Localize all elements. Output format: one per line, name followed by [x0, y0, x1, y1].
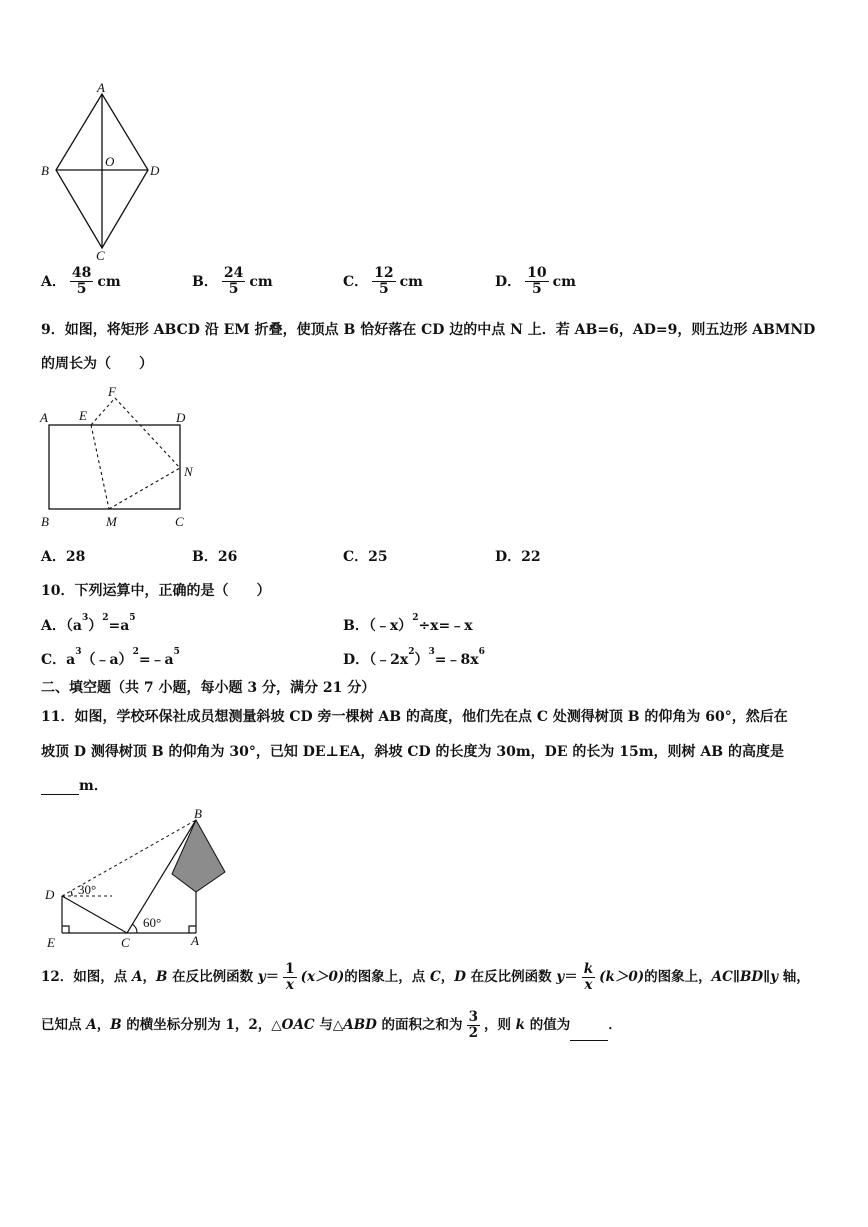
- fraction-denominator: 5: [228, 281, 239, 298]
- fraction-numerator: 24: [223, 265, 244, 281]
- expr-text: B．（﹣x）: [343, 618, 413, 634]
- expr-text: =﹣a: [138, 652, 174, 668]
- text: ，: [142, 968, 156, 985]
- q9-option-a: A．28: [41, 549, 86, 565]
- q9-option-c: C．25: [343, 549, 388, 565]
- q10-stem: 10．下列运算中，正确的是（ ）: [41, 583, 271, 599]
- fold-line-em: [91, 425, 109, 509]
- segment-fn: [115, 398, 180, 468]
- point-b: B: [155, 968, 168, 985]
- expr-text: ÷x=﹣x: [418, 618, 473, 634]
- label-d: D: [176, 410, 186, 425]
- expr-text: ）: [414, 652, 429, 668]
- label-m: M: [106, 514, 117, 529]
- exponent: 2: [132, 647, 139, 657]
- label-a: A: [40, 410, 48, 425]
- text: ．: [608, 1016, 622, 1033]
- q9-stem-line2: 的周长为（ ）: [41, 356, 153, 372]
- text: ，: [96, 1016, 111, 1033]
- text: 在反比例函数: [465, 968, 557, 985]
- option-unit: cm: [97, 273, 121, 290]
- expr-text: ）: [88, 618, 103, 634]
- option-unit: cm: [399, 273, 423, 290]
- exponent: 5: [173, 647, 180, 657]
- label-e: E: [79, 408, 87, 423]
- q11-stem-line2: 坡顶 D 测得树顶 B 的仰角为 30°，已知 DE⊥EA，斜坡 CD 的长度为 30m，DE 的长为 15m，则树 AB 的高度是: [41, 744, 784, 760]
- q11-stem-line3: [41, 775, 108, 795]
- expr-text: A．（a: [41, 618, 82, 634]
- exponent: 2: [408, 647, 415, 657]
- angle-30-label: 30°: [78, 882, 97, 897]
- exponent: 2: [102, 613, 109, 623]
- q8-option-d: [495, 266, 576, 298]
- condition: (x＞0): [300, 968, 345, 985]
- angle-arc-30: [71, 891, 72, 896]
- expr-text: （﹣a）: [81, 652, 133, 668]
- segment-mn: [109, 468, 180, 509]
- q10-option-d: [343, 649, 485, 669]
- segment-ef: [91, 398, 115, 425]
- right-angle-e: [62, 926, 69, 933]
- text: ，则: [483, 1016, 516, 1033]
- right-angle-a: [189, 926, 196, 933]
- fraction-denominator: 2: [468, 1024, 478, 1041]
- angle-arc-60: [132, 924, 137, 933]
- expr-text: C．a: [41, 652, 76, 668]
- expr-text: =﹣8x: [434, 652, 479, 668]
- slope-dc: [62, 896, 127, 933]
- label-c: C: [175, 514, 184, 529]
- label-b: B: [194, 806, 202, 821]
- q8-option-c: [343, 266, 423, 298]
- fraction-numerator: 48: [71, 265, 92, 281]
- option-letter: B．: [192, 273, 218, 290]
- rectangle-abcd: [49, 425, 180, 509]
- label-a: A: [191, 933, 199, 948]
- exponent: 5: [129, 613, 136, 623]
- text: 的值为: [525, 1016, 571, 1033]
- label-f: F: [108, 384, 116, 399]
- label-c: C: [121, 935, 130, 950]
- option-unit: cm: [249, 273, 273, 290]
- expr-text: =a: [108, 618, 130, 634]
- parallel-expr: AC∥BD∥y: [711, 968, 779, 985]
- text: 的图象上，点: [344, 968, 430, 985]
- label-b: B: [41, 514, 49, 529]
- exponent: 3: [75, 647, 82, 657]
- triangle-oac: △OAC: [271, 1016, 315, 1033]
- q10-option-a: [41, 615, 136, 635]
- option-letter: D．: [495, 273, 522, 290]
- fraction-denominator: x: [285, 976, 294, 993]
- exponent: 3: [428, 647, 435, 657]
- label-a: A: [97, 80, 105, 95]
- label-n: N: [184, 464, 193, 479]
- text: 与: [314, 1016, 333, 1033]
- triangle-abd: △ABD: [332, 1016, 377, 1033]
- var-y: y: [556, 968, 565, 985]
- section-heading: 二、填空题（共 7 小题，每小题 3 分，满分 21 分）: [41, 680, 376, 696]
- label-o: O: [105, 154, 115, 169]
- text: 12．如图，点: [41, 968, 132, 985]
- point-c: C: [430, 968, 441, 985]
- label-d: D: [45, 887, 55, 902]
- tree-crown: [172, 820, 225, 892]
- var-k: k: [515, 1016, 526, 1033]
- q8-option-b: [192, 266, 273, 298]
- exponent: 2: [412, 613, 419, 623]
- fraction-denominator: 5: [379, 281, 389, 298]
- rhombus-figure: [36, 80, 176, 265]
- q10-option-c: [41, 649, 180, 669]
- q10-option-b: [343, 615, 473, 635]
- q11-stem-line1: 11．如图，学校环保社成员想测量斜坡 CD 旁一棵树 AB 的高度，他们先在点 C 处测得树顶 B 的仰角为 60°，然后在: [41, 709, 788, 725]
- label-e: E: [47, 935, 55, 950]
- fraction-numerator: 10: [527, 265, 547, 281]
- exponent: 6: [478, 647, 485, 657]
- q9-option-b: B．26: [192, 549, 238, 565]
- equals: ＝: [265, 968, 280, 985]
- unit-text: m．: [79, 778, 108, 794]
- expr-text: D．（﹣2x: [343, 652, 409, 668]
- equals: ＝: [564, 968, 578, 985]
- folded-rectangle-figure: [36, 382, 206, 532]
- label-c: C: [96, 248, 105, 263]
- q9-stem-line1: 9．如图，将矩形 ABCD 沿 EM 折叠，使顶点 B 恰好落在 CD 边的中点 N 上．若 AB=6，AD=9，则五边形 ABMND: [41, 322, 816, 338]
- var-y: y: [257, 968, 266, 985]
- fraction-numerator: 1: [285, 961, 295, 977]
- text: 轴，: [778, 968, 810, 985]
- fraction-denominator: 5: [532, 281, 542, 298]
- q8-option-a: [41, 266, 121, 298]
- fraction-numerator: 12: [374, 265, 394, 281]
- slope-tree-figure: [36, 806, 236, 951]
- text: 的图象上，: [644, 968, 712, 985]
- angle-60-label: 60°: [143, 915, 162, 930]
- text: 的横坐标分别为 1，2，: [121, 1016, 272, 1033]
- answer-blank[interactable]: [41, 782, 79, 795]
- point-d: D: [454, 968, 466, 985]
- option-letter: A．: [41, 273, 66, 290]
- point-a: A: [132, 968, 143, 985]
- fraction-numerator: k: [583, 961, 594, 977]
- q9-option-d: D．22: [495, 549, 541, 565]
- condition: (k＞0): [599, 968, 645, 985]
- text: 已知点: [41, 1016, 87, 1033]
- label-d: D: [150, 163, 160, 178]
- text: ，: [440, 968, 455, 985]
- answer-blank[interactable]: [570, 1028, 608, 1041]
- option-unit: cm: [552, 273, 576, 290]
- text: 的面积之和为: [376, 1016, 463, 1033]
- fraction-denominator: 5: [76, 281, 87, 298]
- option-letter: C．: [343, 273, 369, 290]
- exponent: 3: [81, 613, 89, 623]
- q12-stem-line1: [41, 962, 810, 993]
- fraction-numerator: 3: [468, 1009, 478, 1025]
- point-b: B: [110, 1016, 122, 1033]
- q12-stem-line2: [41, 1010, 622, 1041]
- fraction-denominator: x: [584, 976, 593, 993]
- label-b: B: [41, 163, 49, 178]
- text: 在反比例函数: [167, 968, 258, 985]
- point-a: A: [86, 1016, 97, 1033]
